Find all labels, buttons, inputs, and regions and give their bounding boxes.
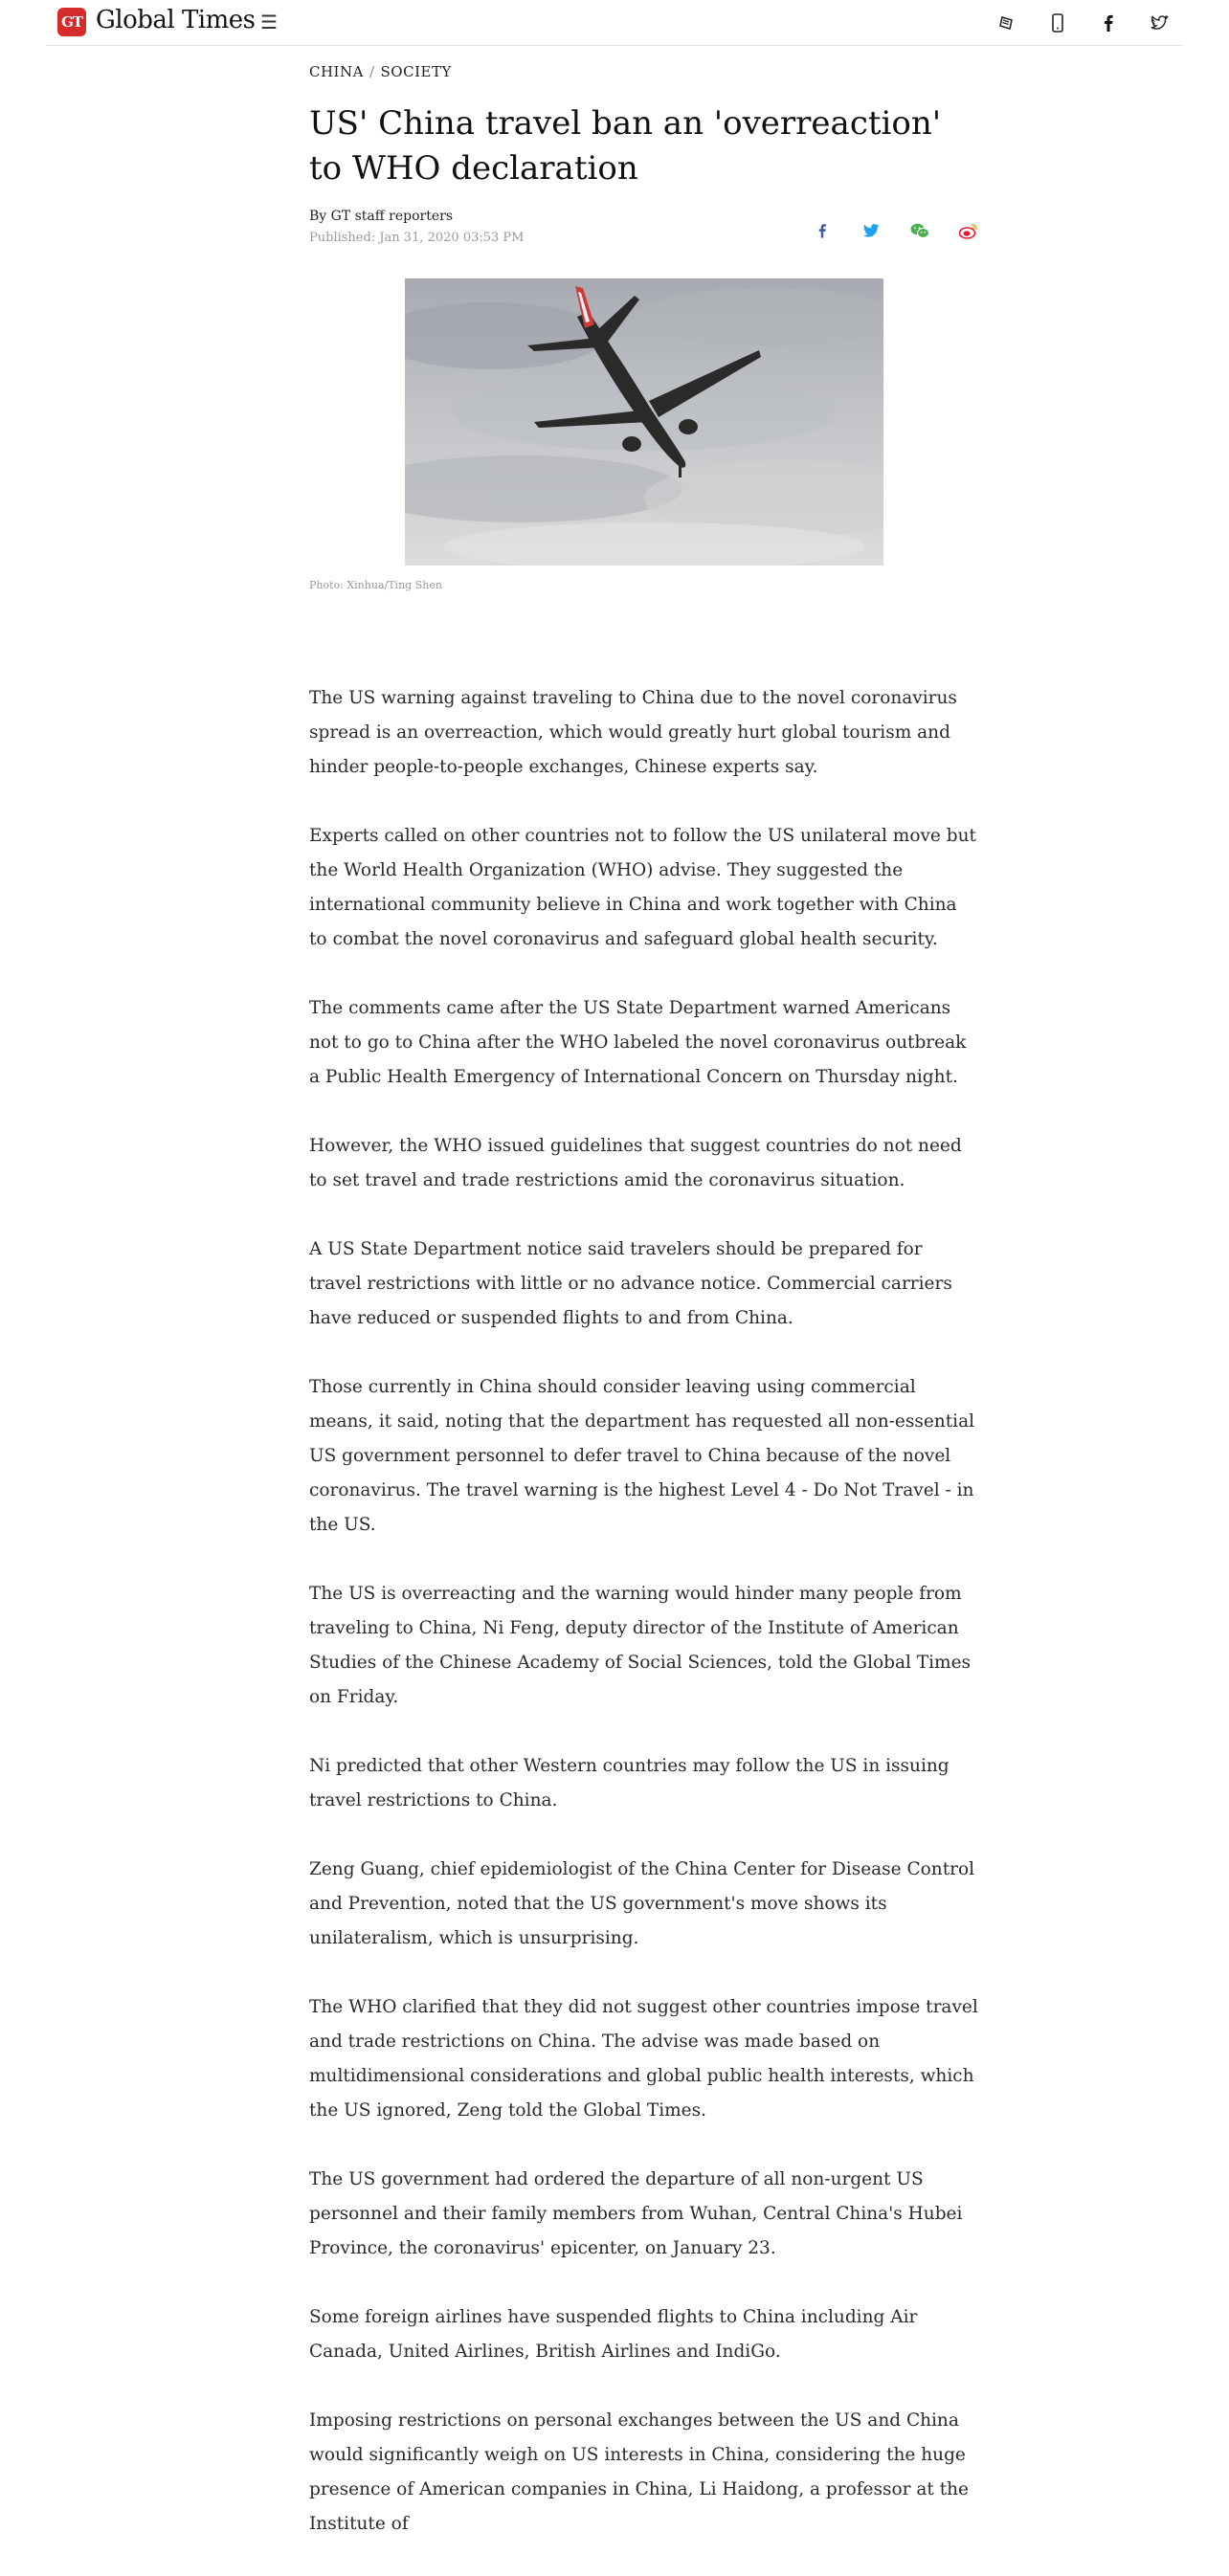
article-paragraph: Ni predicted that other Western countries may follow the US in issuing travel restrictions to China.: [309, 1756, 950, 1810]
article-byline: By GT staff reporters: [309, 209, 454, 224]
article-paragraph: However, the WHO issued guidelines that suggest countries do not need to set travel and trade restrictions amid the coronavirus situation.: [309, 1136, 962, 1190]
facebook-icon[interactable]: [1097, 11, 1120, 34]
article-photo: [405, 278, 883, 566]
breadcrumb-item-china[interactable]: CHINA: [309, 63, 364, 80]
article-paragraph: A US State Department notice said travelers should be prepared for travel restrictions with little or no advance notice. Commercial carriers have reduced or suspended flights to and from China.: [309, 1239, 952, 1328]
top-navigation-bar: [0, 0, 1229, 46]
header-divider: [46, 45, 1183, 46]
newspaper-icon[interactable]: [995, 11, 1018, 34]
share-wechat-icon[interactable]: [909, 220, 930, 241]
logo-mark[interactable]: GT: [57, 8, 86, 36]
article-paragraph: Experts called on other countries not to follow the US unilateral move but the World Health Organization (WHO) advise. They suggested the international community believe in China and work together with China to combat the novel coronavirus and safeguard global health security.: [309, 826, 976, 949]
article-paragraph: The US government had ordered the departure of all non-urgent US personnel and their family members from Wuhan, Central China's Hubei Province, the coronavirus' epicenter, on January 23.: [309, 2169, 963, 2258]
photo-caption: Photo: Xinhua/Ting Shen: [309, 579, 442, 591]
twitter-icon[interactable]: [1148, 11, 1171, 34]
publish-date: Published: Jan 31, 2020 03:53 PM: [309, 231, 525, 245]
article-paragraph: The WHO clarified that they did not suggest other countries impose travel and trade restrictions on China. The advise was made based on multidimensional considerations and global public health interests, which the US ignored, Zeng told the Global Times.: [309, 1997, 978, 2121]
article-paragraph: Those currently in China should consider leaving using commercial means, it said, noting that the department has requested all non-essential US government personnel to defer travel to China because of the novel coronavirus. The travel warning is the highest Level 4 - Do Not Travel - in the US.: [309, 1377, 975, 1535]
share-facebook-icon[interactable]: [812, 220, 833, 241]
article-body: [309, 681, 979, 2576]
breadcrumb-item-society[interactable]: SOCIETY: [380, 63, 452, 80]
article-paragraph: Imposing restrictions on personal exchanges between the US and China would significantly weigh on US interests in China, considering the huge presence of American companies in China, Li Haidong, a professor at the Institute of: [309, 2410, 969, 2534]
airplane-photo-illustration: [405, 278, 883, 566]
menu-icon[interactable]: ☰: [260, 11, 278, 33]
article-paragraph: The comments came after the US State Department warned Americans not to go to China after the WHO labeled the novel coronavirus outbreak a Public Health Emergency of International Concern on Thursday night.: [309, 998, 967, 1087]
article-title: US' China travel ban an 'overreaction' to WHO declaration: [309, 104, 942, 188]
share-weibo-icon[interactable]: [958, 220, 979, 241]
breadcrumb-separator: /: [369, 63, 375, 80]
site-logo-text[interactable]: Global Times: [96, 6, 256, 34]
mobile-icon[interactable]: [1046, 11, 1069, 34]
breadcrumb: [309, 63, 979, 80]
article-paragraph: The US warning against traveling to China due to the novel coronavirus spread is an overreaction, which would greatly hurt global tourism and hinder people-to-people exchanges, Chinese experts say.: [309, 688, 957, 777]
article-paragraph: The US is overreacting and the warning would hinder many people from traveling to China, Ni Feng, deputy director of the Institute of American Studies of the Chinese Academy of Social Sciences, told the Global Times on Friday.: [309, 1584, 972, 1707]
article-paragraph: Some foreign airlines have suspended flights to China including Air Canada, United Airlines, British Airlines and IndiGo.: [309, 2307, 918, 2362]
article-paragraph: Zeng Guang, chief epidemiologist of the China Center for Disease Control and Prevention, noted that the US government's move shows its unilateralism, which is unsurprising.: [309, 1859, 975, 1948]
share-twitter-icon[interactable]: [860, 220, 882, 241]
